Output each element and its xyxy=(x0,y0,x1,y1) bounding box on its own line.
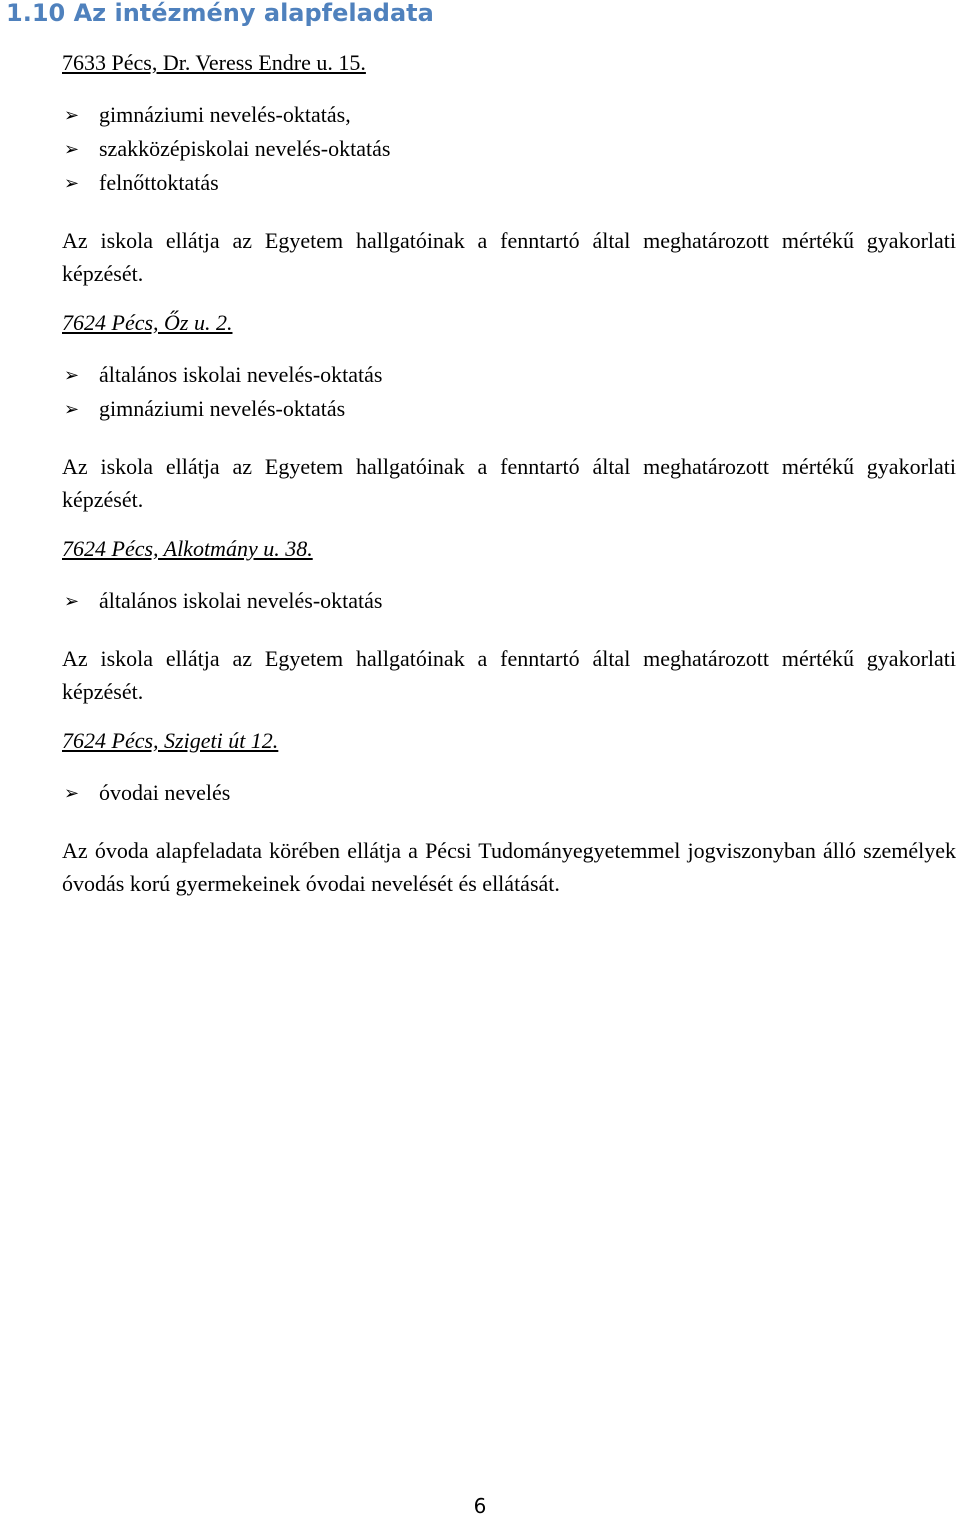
paragraph: Az iskola ellátja az Egyetem hallgatóinak a fenntartó által meghatározott mértékű gyakorlati képzését. xyxy=(62,228,956,286)
list-item: ➢ szakközépiskolai nevelés-oktatás xyxy=(62,132,956,166)
arrow-bullet-icon: ➢ xyxy=(64,365,80,385)
arrow-bullet-icon: ➢ xyxy=(64,139,80,159)
address-line: 7624 Pécs, Alkotmány u. 38. xyxy=(62,536,313,561)
arrow-bullet-icon: ➢ xyxy=(64,173,80,193)
section-alkotmany xyxy=(62,532,956,708)
arrow-bullet-icon: ➢ xyxy=(64,399,80,419)
arrow-bullet-icon: ➢ xyxy=(64,783,80,803)
section-veress-endre xyxy=(62,46,956,290)
section-szigeti xyxy=(62,724,956,900)
page-number: 6 xyxy=(473,1494,487,1518)
section-heading: 1.10 Az intézmény alapfeladata xyxy=(6,0,434,27)
document-body xyxy=(62,30,956,900)
list-item: ➢ felnőttoktatás xyxy=(62,166,956,200)
paragraph: Az iskola ellátja az Egyetem hallgatóinak a fenntartó által meghatározott mértékű gyakorlati képzését. xyxy=(62,454,956,512)
address-line: 7633 Pécs, Dr. Veress Endre u. 15. xyxy=(62,50,366,75)
list-item: ➢ gimnáziumi nevelés-oktatás, xyxy=(62,98,956,132)
task-list xyxy=(62,584,956,618)
address-line: 7624 Pécs, Őz u. 2. xyxy=(62,310,233,335)
task-list xyxy=(62,358,956,426)
list-item: ➢ óvodai nevelés xyxy=(62,776,956,810)
arrow-bullet-icon: ➢ xyxy=(64,105,80,125)
arrow-bullet-icon: ➢ xyxy=(64,591,80,611)
paragraph: Az óvoda alapfeladata körében ellátja a Pécsi Tudományegyetemmel jogviszonyban álló személyek óvodás korú gyermekeinek óvodai nevelését és ellátását. xyxy=(62,838,956,896)
list-item: ➢ általános iskolai nevelés-oktatás xyxy=(62,584,956,618)
list-item: ➢ általános iskolai nevelés-oktatás xyxy=(62,358,956,392)
paragraph: Az iskola ellátja az Egyetem hallgatóinak a fenntartó által meghatározott mértékű gyakorlati képzését. xyxy=(62,646,956,704)
task-list xyxy=(62,776,956,810)
section-oz xyxy=(62,306,956,516)
list-item: ➢ gimnáziumi nevelés-oktatás xyxy=(62,392,956,426)
address-line: 7624 Pécs, Szigeti út 12. xyxy=(62,728,279,753)
task-list xyxy=(62,98,956,200)
